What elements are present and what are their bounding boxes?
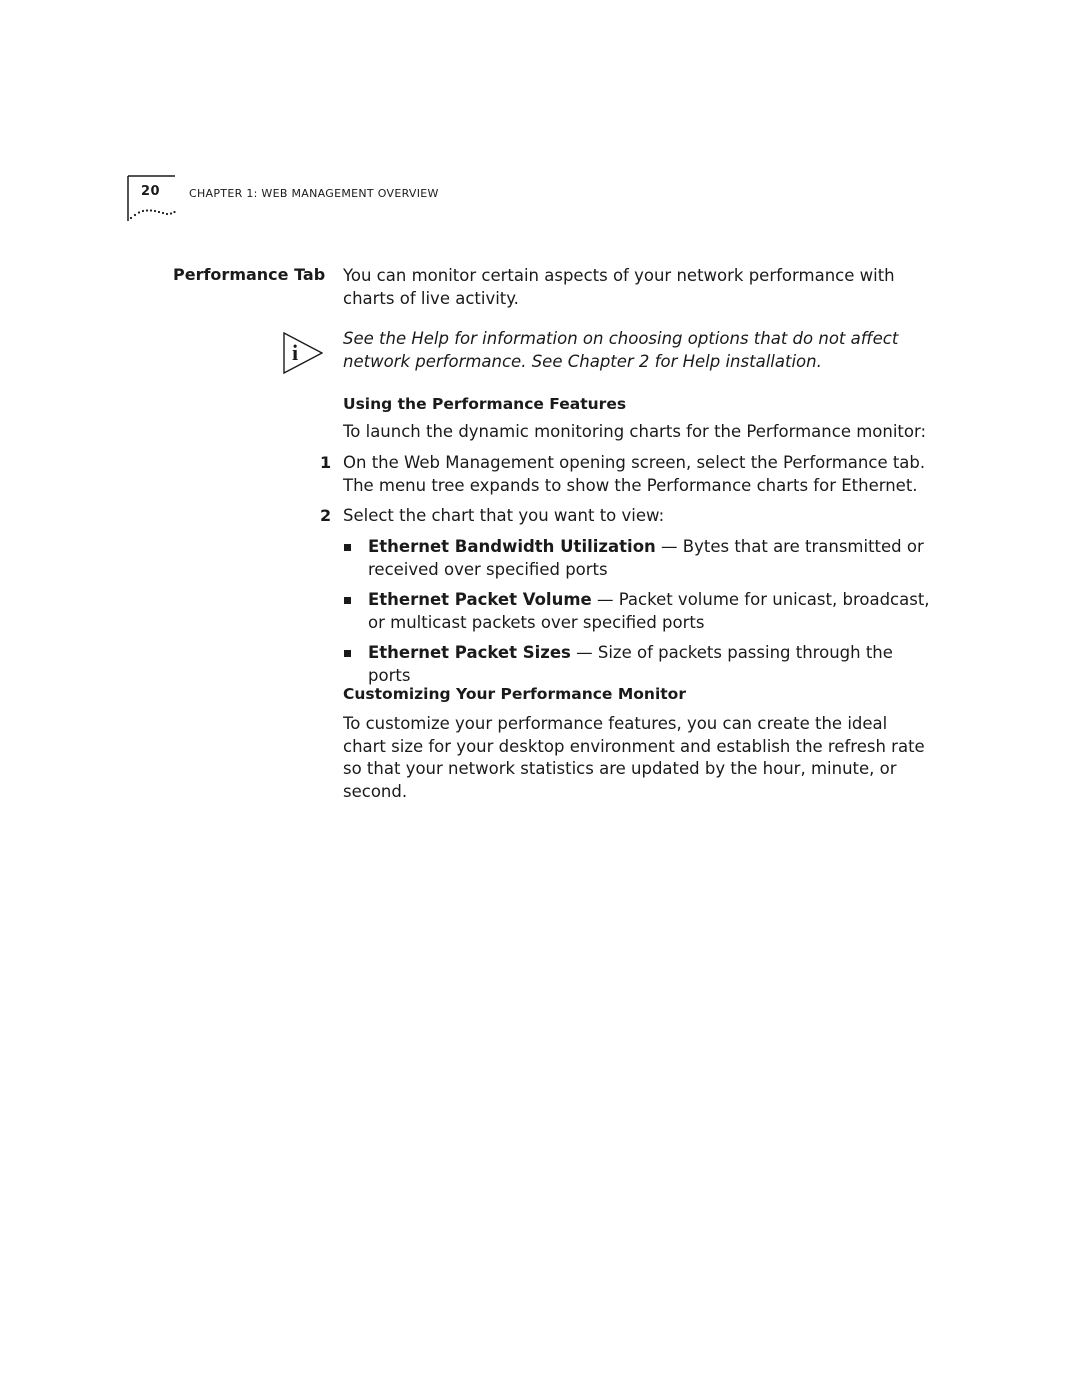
- note-text: See the Help for information on choosing options that do not affect network performance. See Chapter 2 for Help installation.: [343, 329, 899, 371]
- bullet-term: Ethernet Packet Volume: [368, 590, 592, 609]
- info-icon: [283, 332, 323, 374]
- page-corner-icon: [127, 175, 179, 223]
- page-number: 20: [141, 184, 161, 199]
- step-text: Select the chart that you want to view:: [343, 506, 665, 525]
- customizing-text: To customize your performance features, you can create the ideal chart size for your desktop environment and establish the refresh rate so that your network statistics are updated by the hour, minute, or second.: [343, 714, 925, 801]
- section-intro: You can monitor certain aspects of your network performance with charts of live activity.: [343, 266, 895, 308]
- step-text: On the Web Management opening screen, select the Performance tab. The menu tree expands to show the Performance charts for Ethernet.: [343, 453, 926, 495]
- running-header: [127, 175, 467, 225]
- bullet-desc: — Size of packets passing through the ports: [368, 643, 893, 685]
- subheading-using-performance: Using the Performance Features: [343, 395, 627, 413]
- bullet-desc: — Bytes that are transmitted or received over specified ports: [368, 537, 924, 579]
- section-label: Performance Tab: [173, 265, 326, 284]
- bullet-term: Ethernet Bandwidth Utilization: [368, 537, 656, 556]
- subheading-customizing: Customizing Your Performance Monitor: [343, 685, 686, 703]
- using-intro: To launch the dynamic monitoring charts for the Performance monitor:: [343, 422, 927, 441]
- step-number: 1: [320, 453, 332, 472]
- bullet-item: [368, 642, 933, 687]
- bullet-square-icon: [344, 544, 351, 551]
- bullet-square-icon: [344, 650, 351, 657]
- bullet-item: [368, 589, 933, 634]
- bullet-term: Ethernet Packet Sizes: [368, 643, 571, 662]
- bullet-square-icon: [344, 597, 351, 604]
- bullet-desc: — Packet volume for unicast, broadcast, or multicast packets over specified ports: [368, 590, 930, 632]
- step-number: 2: [320, 506, 332, 525]
- bullet-item: [368, 536, 933, 581]
- running-head: CHAPTER 1: WEB MANAGEMENT OVERVIEW: [189, 187, 439, 200]
- svg-text:i: i: [292, 340, 299, 365]
